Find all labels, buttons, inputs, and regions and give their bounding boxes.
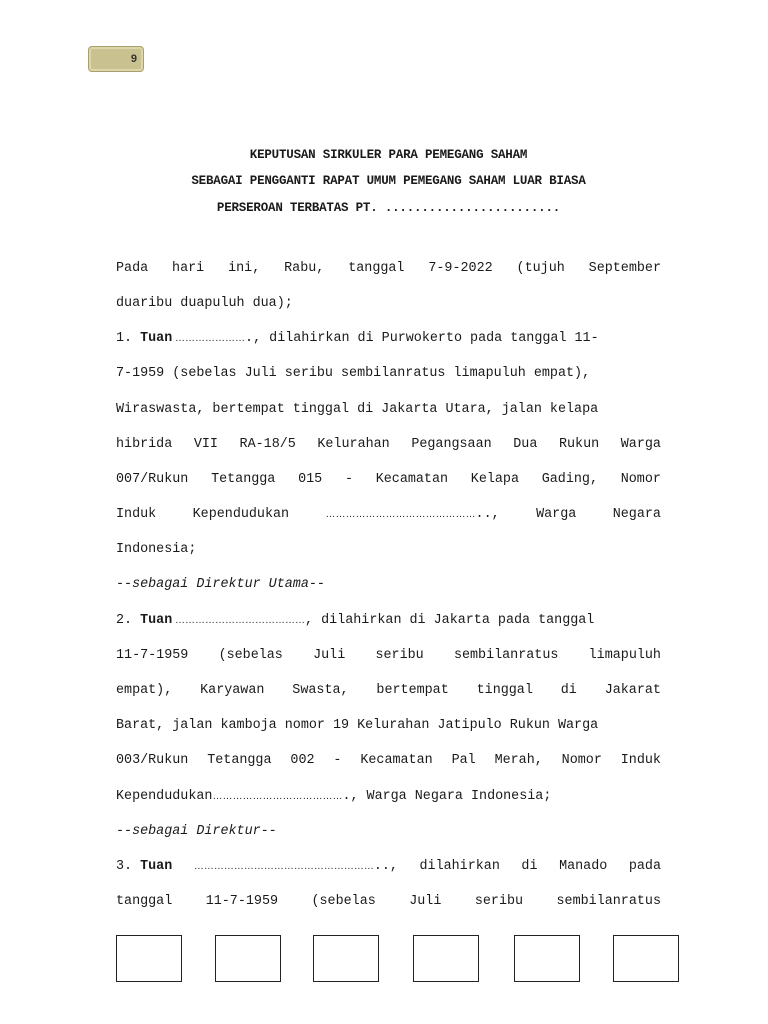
doc-title-line-2: SEBAGAI PENGGANTI RAPAT UMUM PEMEGANG SAHAM LUAR BIASA (191, 174, 586, 188)
initial-box-6 (613, 935, 679, 982)
initial-box-3 (313, 935, 379, 982)
doc-title-line-3: PERSEROAN TERBATAS PT. ........................ (216, 201, 561, 215)
p2-role: --sebagai Direktur-- (116, 824, 277, 839)
page-number: 9 (130, 53, 137, 65)
p1-line-3: Wiraswasta, bertempat tinggal di Jakarta Utara, jalan kelapa (116, 402, 599, 417)
p1-line-4: hibrida VII RA-18/5 Kelurahan Pegangsaan Dua Rukun Warga (116, 437, 661, 452)
p1-line-7: Indonesia; (116, 542, 197, 557)
p3-line-2: tanggal 11-7-1959 (sebelas Juli seribu sembilanratus (116, 894, 661, 909)
p2-line-2: 11-7-1959 (sebelas Juli seribu sembilanratus limapuluh (116, 648, 661, 663)
p3-line-1: 3. Tuan ……………………………………………….., dilahirkan di Manado pada (116, 859, 661, 874)
p1-line-5: 007/Rukun Tetangga 015 - Kecamatan Kelapa Gading, Nomor (116, 472, 661, 487)
initial-box-1 (116, 935, 182, 982)
p2-line-6: Kependudukan…………………………………., Warga Negara Indonesia; (116, 789, 552, 804)
initial-box-4 (413, 935, 479, 982)
p1-line-6: Induk Kependudukan ……………………………………….., Warga Negara (116, 507, 661, 522)
initial-box-2 (215, 935, 281, 982)
p2-line-3: empat), Karyawan Swasta, bertempat tinggal di Jakarat (116, 683, 661, 698)
page-number-badge (88, 46, 144, 72)
doc-title-line-1: KEPUTUSAN SIRKULER PARA PEMEGANG SAHAM (249, 148, 528, 162)
p1-line-2: 7-1959 (sebelas Juli seribu sembilanratus limapuluh empat), (116, 366, 591, 381)
p2-line-4: Barat, jalan kamboja nomor 19 Kelurahan Jatipulo Rukun Warga (116, 718, 599, 733)
p2-line-5: 003/Rukun Tetangga 002 - Kecamatan Pal Merah, Nomor Induk (116, 753, 661, 768)
p2-line-1: 2. Tuan …………………………………, dilahirkan di Jakarta pada tanggal (116, 613, 595, 628)
opening-line-1: Pada hari ini, Rabu, tanggal 7-9-2022 (tujuh September (116, 261, 661, 276)
initial-box-5 (514, 935, 580, 982)
opening-line-2: duaribu duapuluh dua); (116, 296, 293, 311)
p1-role: --sebagai Direktur Utama-- (116, 577, 325, 592)
p1-line-1: 1. Tuan …………………., dilahirkan di Purwokerto pada tanggal 11- (116, 331, 599, 346)
